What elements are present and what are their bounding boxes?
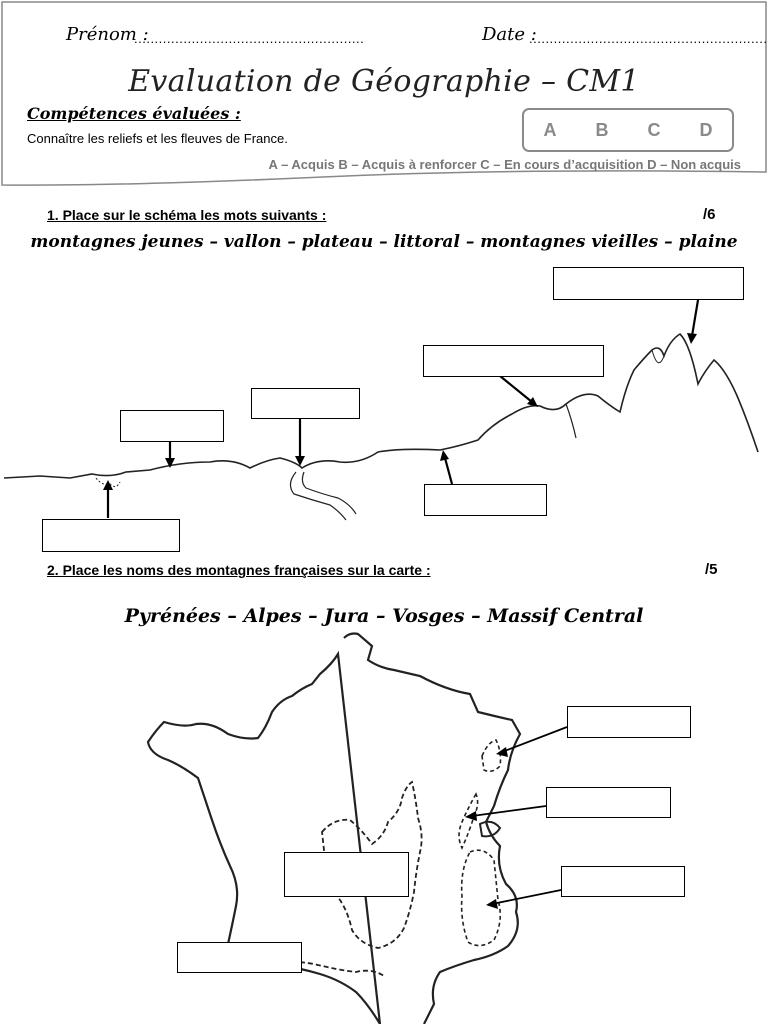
answer-box-vosges[interactable] <box>567 706 691 738</box>
answer-box-plaine[interactable] <box>120 410 224 442</box>
answer-box-alpes[interactable] <box>561 866 685 897</box>
grade-d[interactable]: D <box>699 119 713 140</box>
exercise1-title: 1. Place sur le schéma les mots suivants : <box>47 207 327 223</box>
prenom-field[interactable]: ........................................................ <box>134 31 365 46</box>
competences-text: Connaître les reliefs et les fleuves de France. <box>27 131 288 146</box>
answer-box-massif-central[interactable] <box>284 852 409 897</box>
answer-box-littoral[interactable] <box>42 519 180 552</box>
date-label: Date : <box>482 24 537 45</box>
answer-box-pyrenees[interactable] <box>177 942 302 973</box>
competences-title: Compétences évaluées : <box>27 104 241 123</box>
prenom-label: Prénom : <box>66 24 149 45</box>
grade-c[interactable]: C <box>647 119 661 140</box>
answer-box-plateau[interactable] <box>424 484 547 516</box>
page-title: Evaluation de Géographie – CM1 <box>128 64 640 99</box>
grades-legend: A – Acquis B – Acquis à renforcer C – En cours d’acquisition D – Non acquis <box>268 157 741 172</box>
answer-box-vallon[interactable] <box>251 388 360 419</box>
exercise1-score: /6 <box>703 206 716 223</box>
exercise2-title: 2. Place les noms des montagnes françaises sur la carte : <box>47 562 431 578</box>
answer-box-jura[interactable] <box>546 787 671 818</box>
grade-b[interactable]: B <box>595 119 609 140</box>
answer-box-montagnes-jeunes[interactable] <box>553 267 744 300</box>
exercise1-words: montagnes jeunes – vallon – plateau – littoral – montagnes vieilles – plaine <box>30 232 738 252</box>
exercise2-score: /5 <box>705 561 718 578</box>
exercise2-words: Pyrénées – Alpes – Jura – Vosges – Massif Central <box>124 605 644 627</box>
answer-box-montagnes-vieilles[interactable] <box>423 345 604 377</box>
grade-box <box>522 108 734 152</box>
date-field[interactable]: .......................................................... <box>529 31 768 46</box>
grade-a[interactable]: A <box>543 119 557 140</box>
